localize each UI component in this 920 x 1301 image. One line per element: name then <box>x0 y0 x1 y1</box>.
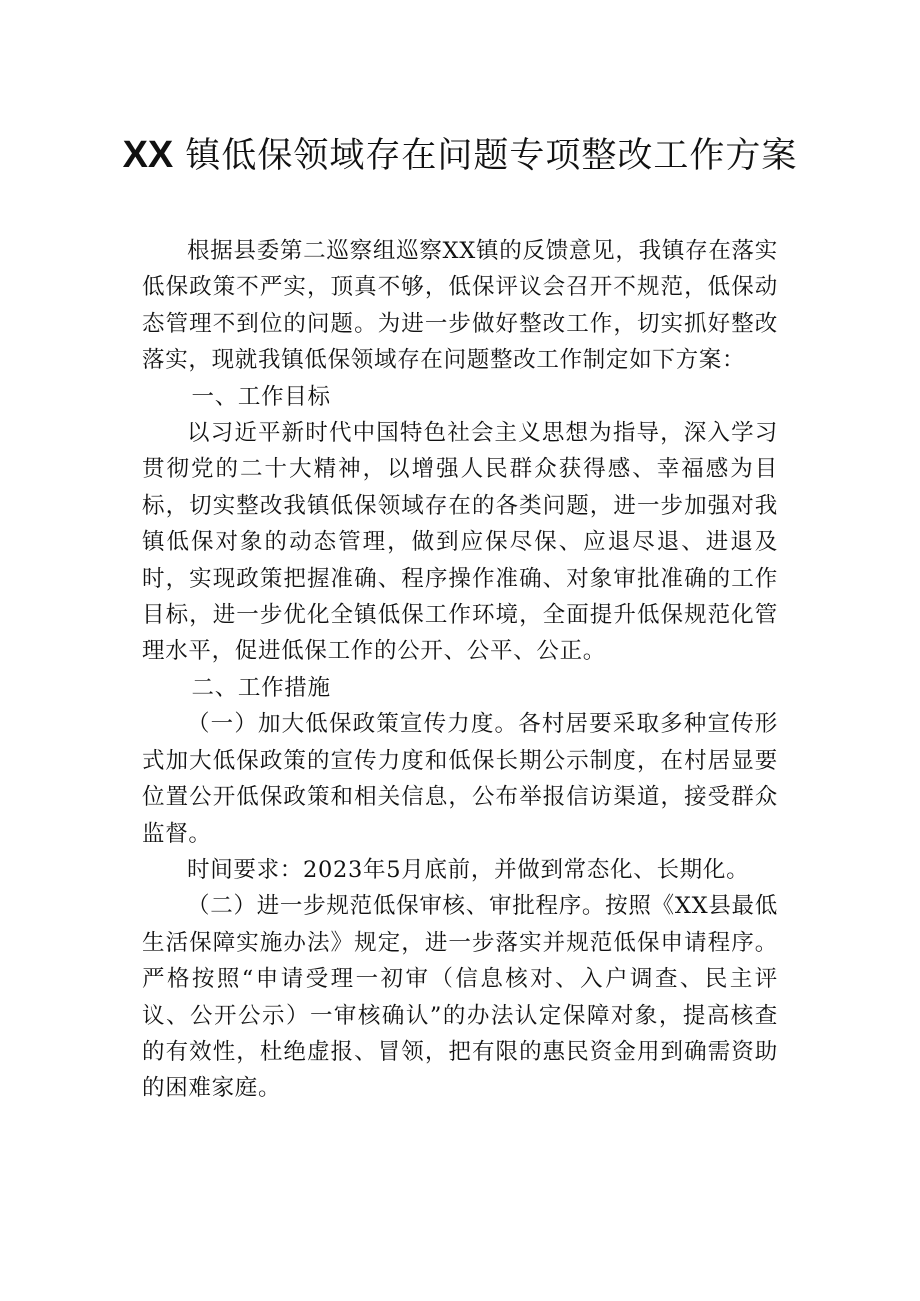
section-heading-goals: 一、工作目标 <box>191 383 331 410</box>
measure-1-paragraph: （一）加大低保政策宣传力度。各村居要采取多种宣传形式加大低保政策的宣传力度和低保长期公示制度，在村居显要位置公开低保政策和相关信息，公布举报信访渠道，接受群众监督。 <box>142 711 778 847</box>
document-title-text: 镇低保领域存在问题专项整改工作方案 <box>173 136 798 176</box>
section-heading-measures: 二、工作措施 <box>191 674 331 701</box>
document-body <box>142 233 778 1107</box>
measure-1-deadline: 时间要求：2023年5月底前，并做到常态化、长期化。 <box>187 856 750 883</box>
document-title-prefix: XX <box>122 134 174 176</box>
goals-paragraph: 以习近平新时代中国特色社会主义思想为指导，深入学习贯彻党的二十大精神，以增强人民群众获得感、幸福感为目标，切实整改我镇低保领域存在的各类问题，进一步加强对我镇低保对象的动态管理，做到应保尽保、应退尽退、进退及时，实现政策把握准确、程序操作准确、对象审批准确的工作目标，进一步优化全镇低保工作环境，全面提升低保规范化管理水平，促进低保工作的公开、公平、公正。 <box>142 420 778 665</box>
intro-paragraph: 根据县委第二巡察组巡察XX镇的反馈意见，我镇存在落实低保政策不严实，顶真不够，低保评议会召开不规范，低保动态管理不到位的问题。为进一步做好整改工作，切实抓好整改落实，现就我镇低保领域存在问题整改工作制定如下方案： <box>142 238 778 374</box>
document-title <box>0 130 920 181</box>
measure-2-paragraph: （二）进一步规范低保审核、审批程序。按照《XX县最低生活保障实施办法》规定，进一步落实并规范低保申请程序。严格按照“申请受理一初审（信息核对、入户调查、民主评议、公开公示）一审核确认”的办法认定保障对象，提高核查的有效性，杜绝虚报、冒领，把有限的惠民资金用到确需资助的困难家庭。 <box>142 893 778 1102</box>
